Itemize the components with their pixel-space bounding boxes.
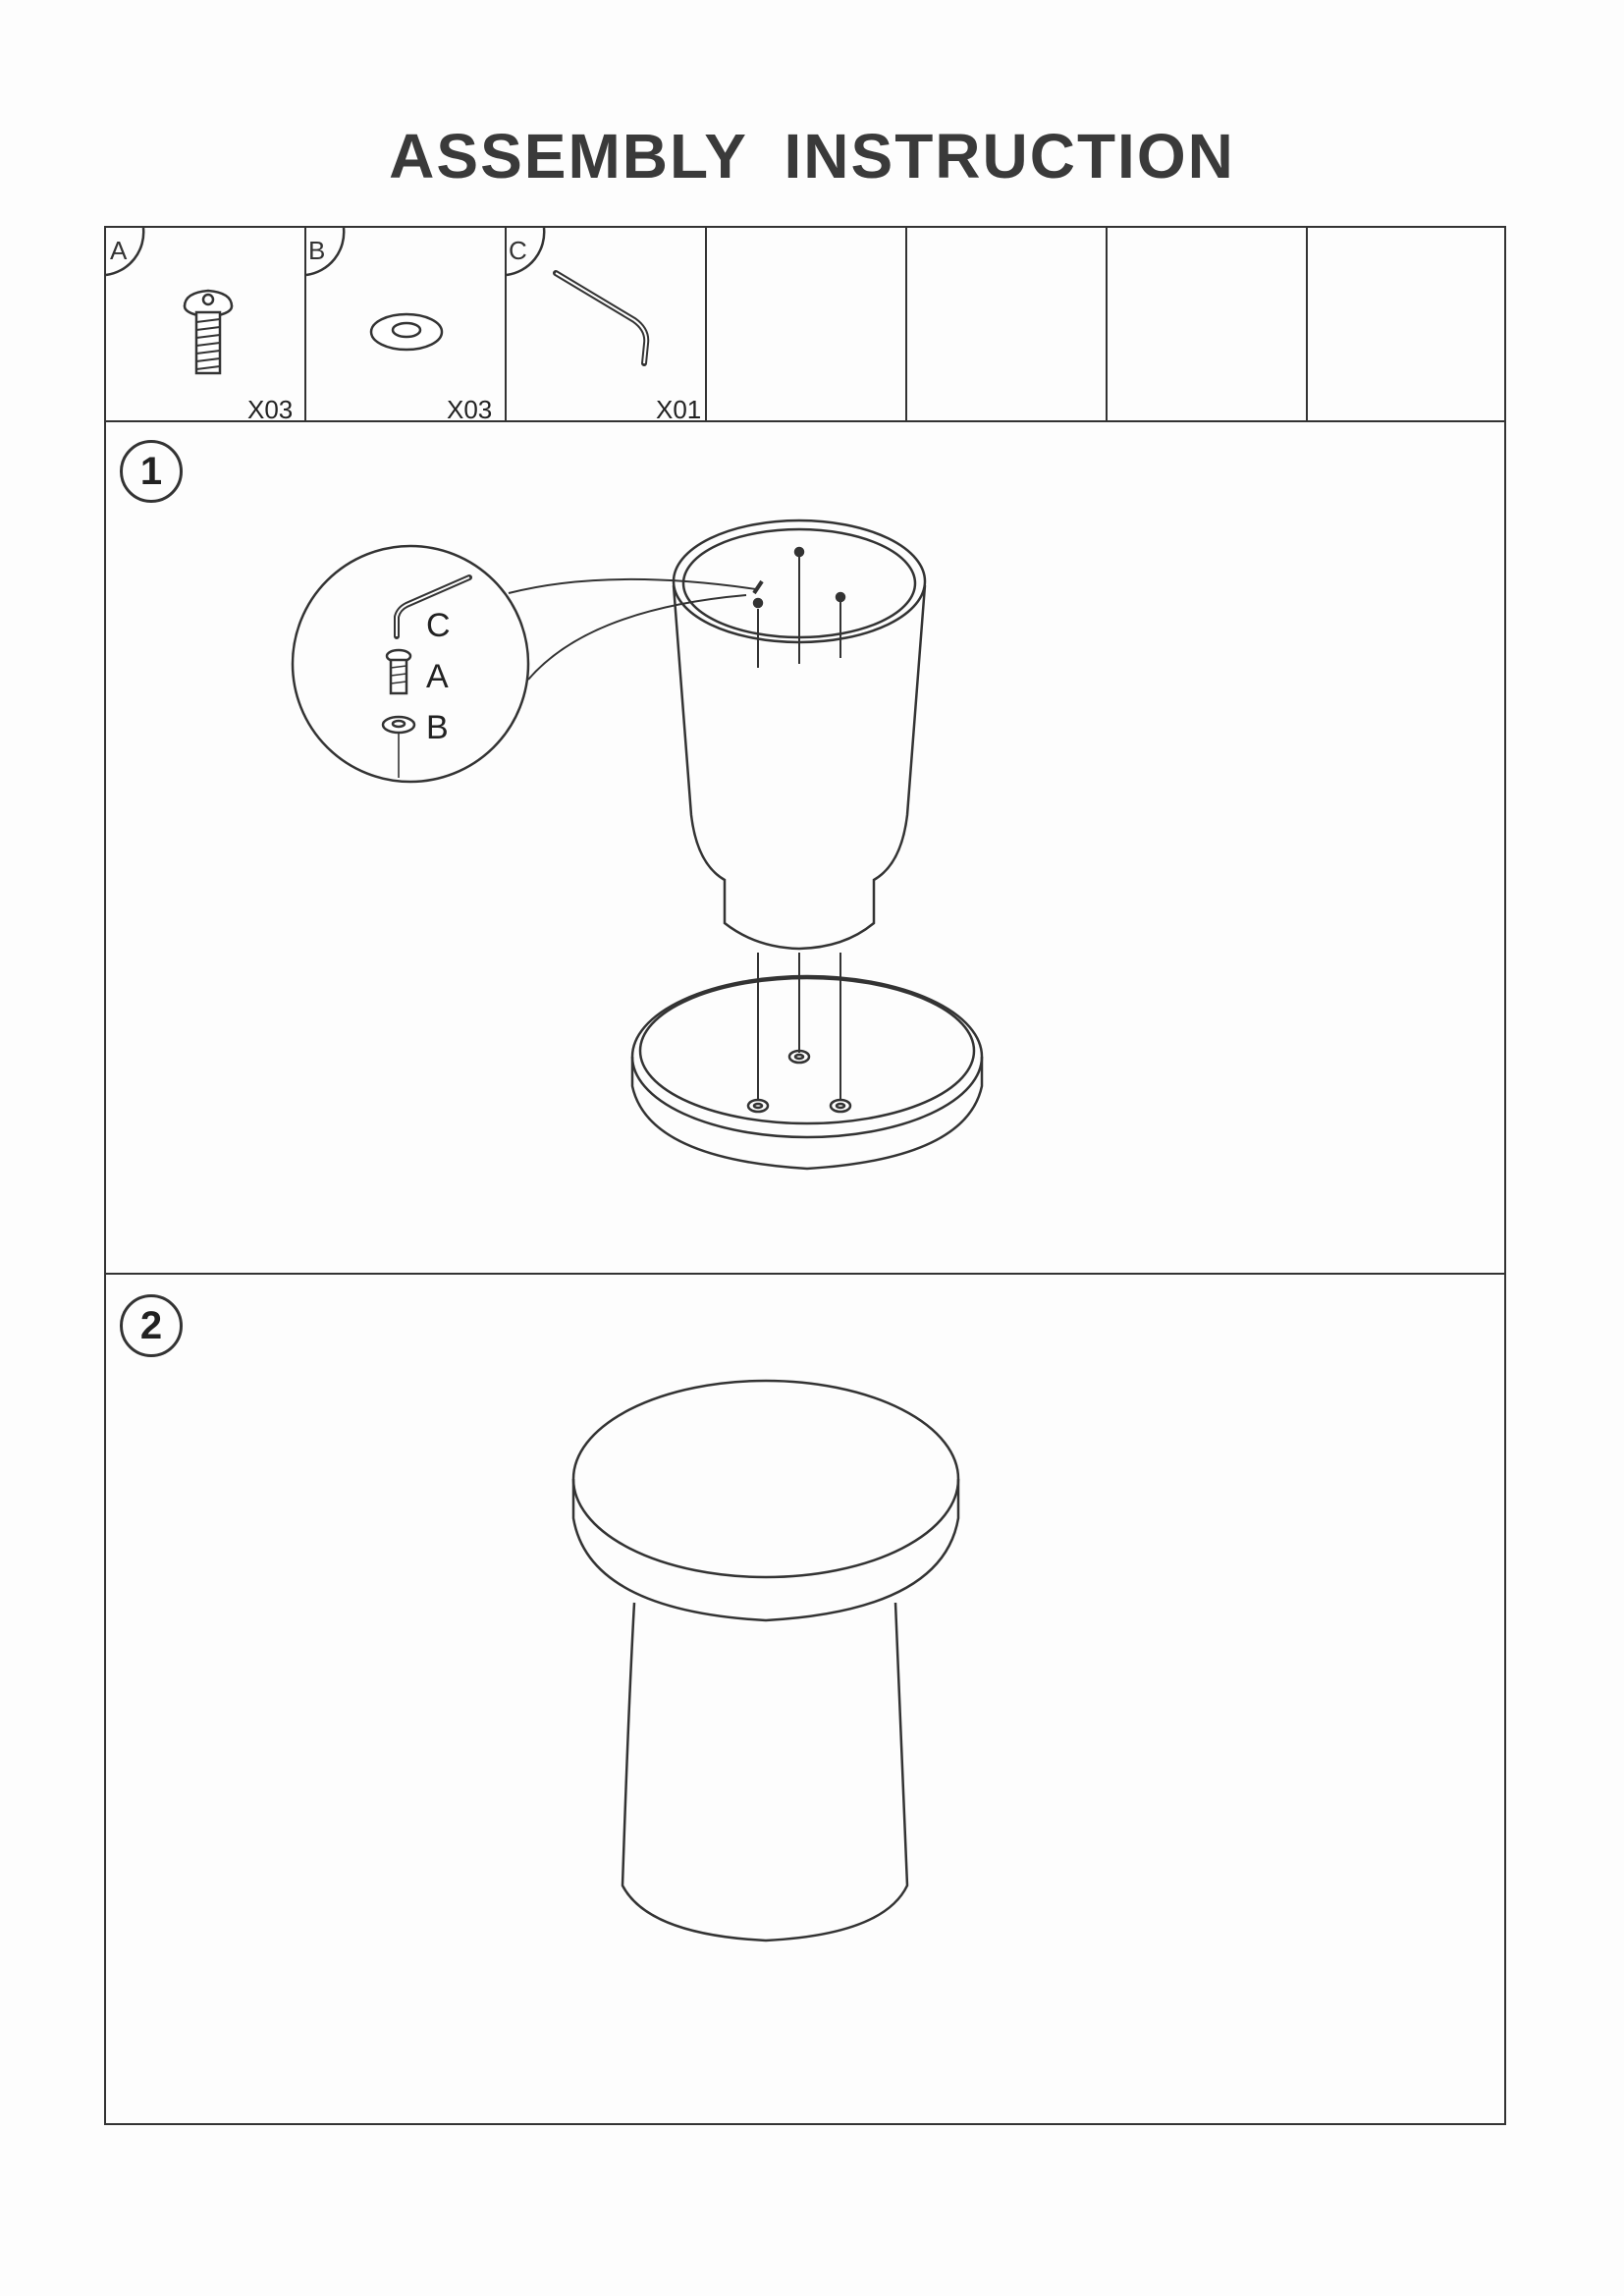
part-quantity: X03 <box>247 395 294 424</box>
part-letter: A <box>110 236 128 265</box>
corner-arc <box>106 228 143 275</box>
corner-arc <box>306 228 344 275</box>
callout-label-c: C <box>426 607 451 644</box>
step-2-illustration <box>573 1381 958 1941</box>
part-letter: B <box>308 236 326 265</box>
step-1-illustration <box>293 520 982 1169</box>
corner-arc <box>507 228 544 275</box>
washer-icon <box>371 314 442 350</box>
part-quantity: X03 <box>447 395 493 424</box>
step-2-number: 2 <box>120 1294 183 1357</box>
table-pedestal <box>623 1603 907 1941</box>
callout-label-b: B <box>426 709 449 746</box>
part-letter: C <box>509 236 527 265</box>
detail-callout-circle <box>293 546 528 782</box>
page-title: ASSEMBLY INSTRUCTION <box>389 121 1235 191</box>
part-quantity: X01 <box>656 395 702 424</box>
callout-label-a: A <box>426 658 449 695</box>
table-top <box>573 1381 958 1577</box>
screw-icon <box>185 291 232 373</box>
step-1-number: 1 <box>120 440 183 503</box>
